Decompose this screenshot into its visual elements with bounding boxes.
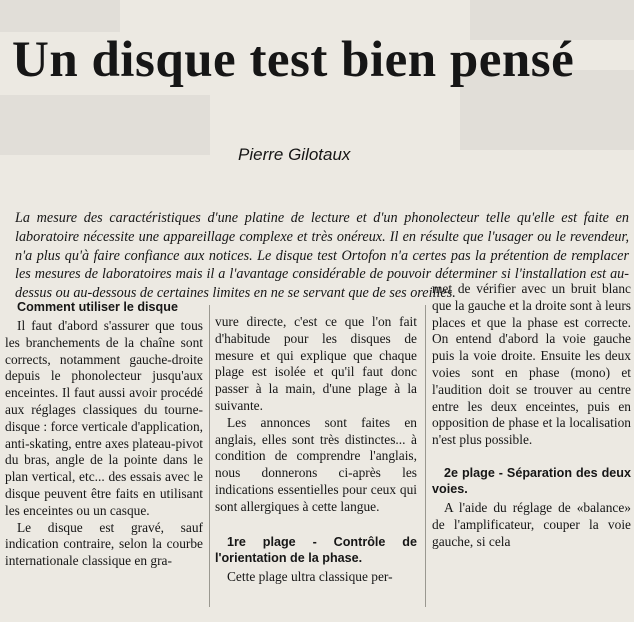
paragraph: Il faut d'abord s'assurer que tous les branchements de la chaîne sont corrects, notamment gauche-droite depuis le phonolecteur jusqu'aux enceintes. Il faut aussi avoir procédé aux réglages classiques du tourne-disque : force verticale d'application, anti-skating, entre axes plateau-pivot du bras, angle de la pointe dans le plan vertical, etc... des essais avec le disque peuvent être faits en utilisant les enceintes ou un casque. bbox=[5, 318, 203, 518]
paragraph: Les annonces sont faites en anglais, elles sont très distinctes... à condition de comprendre l'anglais, nous donnerons ci-après les indications essentielles pour ceux qui sont allergiques à cette langue. bbox=[215, 414, 417, 514]
paragraph: Cette plage ultra classique per- bbox=[227, 568, 393, 584]
column-separator bbox=[425, 305, 426, 607]
article-intro: La mesure des caractéristiques d'une platine de lecture et d'un phonolecteur telle qu'elle est faite en laboratoire nécessite une appareillage complexe et très onéreux. Il en résulte que l'usager ou le revendeur, n'a plus qu'à faire confiance aux notices. Le disque test Ortofon n'a certes pas la prétention de remplacer les mesures de laboratoires mais il a l'avantage considérable de pouvoir déterminer si l'installation est au-dessus ou au-dessous de certaines limites en ne se servant que de ses oreilles. bbox=[15, 210, 629, 302]
paragraph: met de vérifier avec un bruit blanc que la gauche et la droite sont à leurs places et que la phase est correcte. On entend d'abord la voie gauche puis la voie droite. Ensuite les deux voies sont en phase (mono) et l'audition doit se trouver au centre entre les deux enceintes, puis en opposition de phase et la localisation n'est plus possible. bbox=[432, 281, 631, 448]
article-author: Pierre Gilotaux bbox=[238, 145, 351, 164]
section-heading: 1re plage - Contrôle de l'orientation de la phase. bbox=[215, 534, 417, 565]
column-separator bbox=[209, 305, 210, 607]
article-title: Un disque test bien pensé bbox=[12, 32, 575, 88]
paragraph: Le disque est gravé, sauf indication contraire, selon la courbe internationale classique en gra- bbox=[5, 519, 203, 569]
paragraph: A l'aide du réglage de «balance» de l'amplificateur, couper la voie gauche, si cela bbox=[432, 499, 631, 549]
column-2 bbox=[215, 314, 417, 622]
column-3 bbox=[432, 281, 631, 589]
section-heading: Comment utiliser le disque bbox=[17, 300, 178, 314]
column-1 bbox=[5, 299, 203, 607]
paragraph: vure directe, c'est ce que l'on fait d'habitude pour les disques de mesure et qui explique que chaque plage est isolée et qu'il faut donc passer à la main, d'une plage à la suivante. bbox=[215, 314, 417, 413]
bleed-through-area bbox=[0, 95, 210, 155]
section-heading: 2e plage - Séparation des deux voies. bbox=[432, 465, 631, 496]
bleed-through-area bbox=[0, 0, 120, 32]
